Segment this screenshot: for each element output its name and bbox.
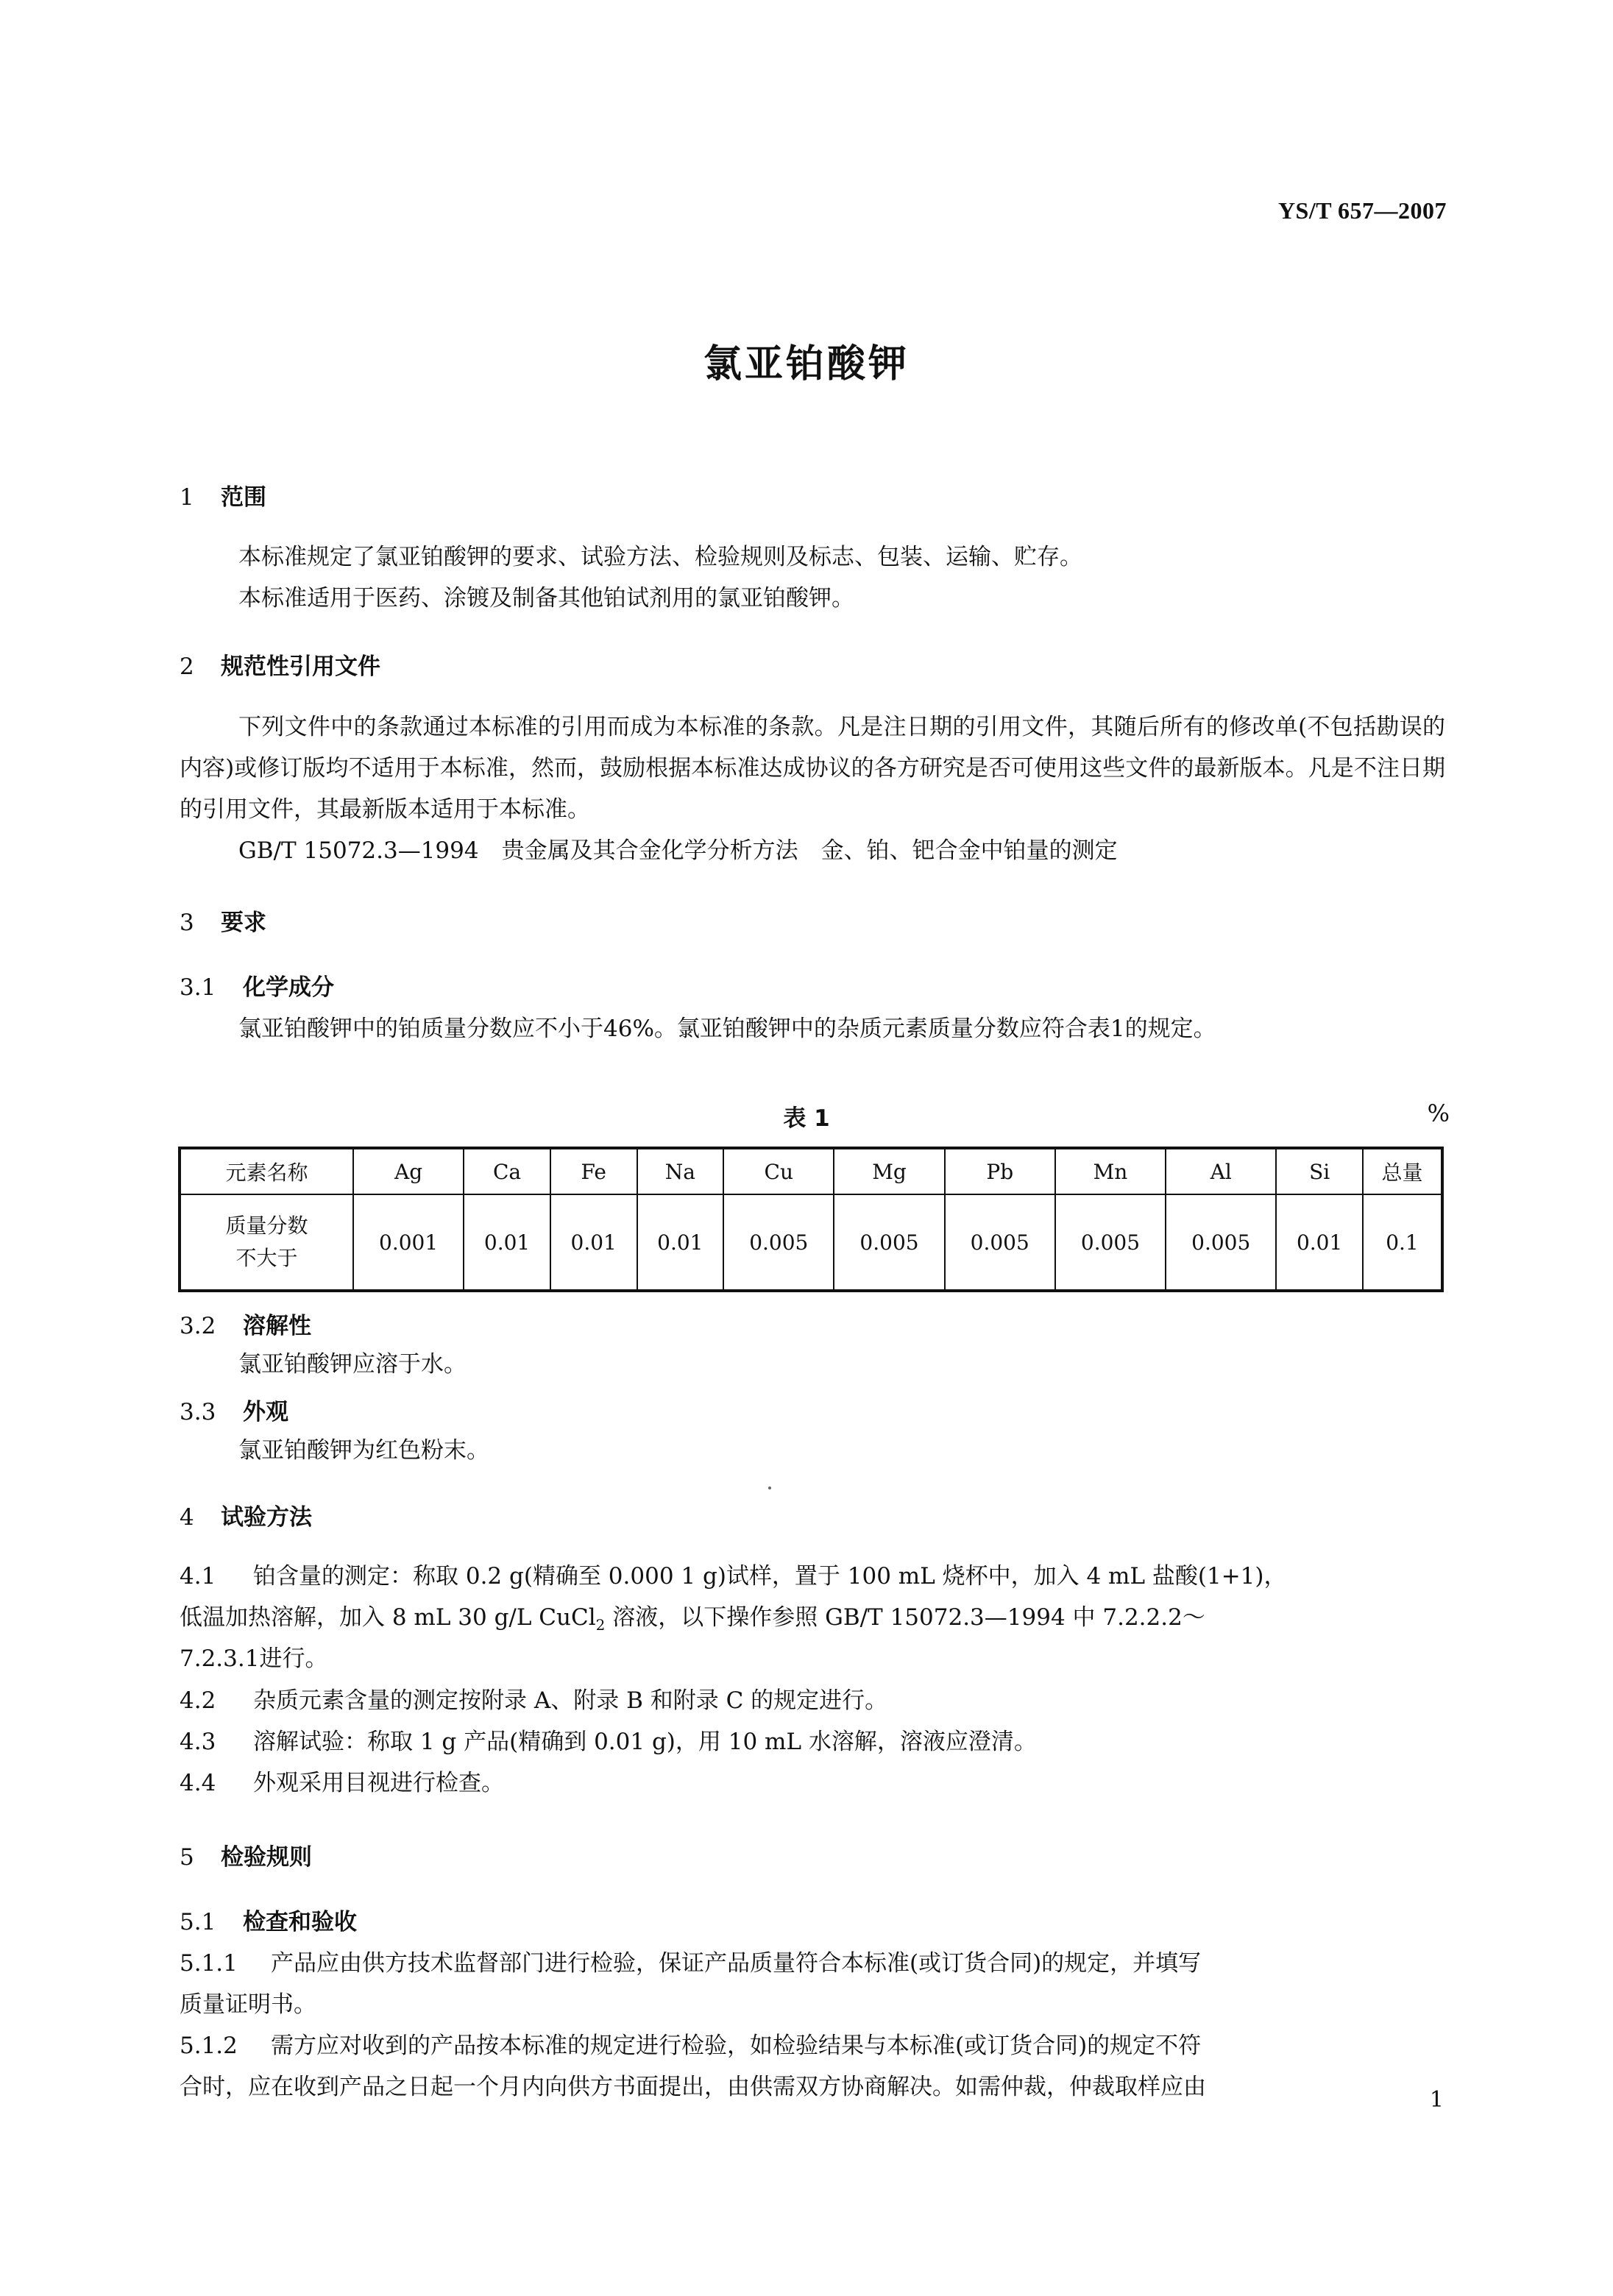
- section-1-paragraph-1: 本标准规定了氯亚铂酸钾的要求、试验方法、检验规则及标志、包装、运输、贮存。: [238, 544, 1082, 570]
- element-cell: Si: [1276, 1148, 1363, 1194]
- item-5-1-2-line-1: [180, 2027, 1201, 2060]
- element-cell: Pb: [945, 1148, 1055, 1194]
- section-number: 5: [180, 1844, 194, 1871]
- subsection-3-1-heading: [180, 968, 334, 1002]
- item-number: 5.1.1: [180, 1950, 238, 1977]
- item-number: 4.2: [180, 1687, 216, 1714]
- element-cell: Na: [637, 1148, 724, 1194]
- section-2-paragraph: 下列文件中的条款通过本标准的引用而成为本标准的条款。凡是注日期的引用文件，其随后所有的修改单(不包括勘误的内容)或修订版均不适用于本标准，然而，鼓励根据本标准达成协议的各方研究是否可使用这些文件的最新版本。凡是不注日期的引用文件，其最新版本适用于本标准。: [180, 714, 1445, 823]
- item-number: 4.1: [180, 1563, 216, 1590]
- subsection-number: 3.2: [180, 1313, 216, 1339]
- section-number: 1: [180, 484, 194, 511]
- subsection-number: 3.1: [180, 974, 216, 1001]
- element-cell: Ca: [464, 1148, 550, 1194]
- row-label-element-name: 元素名称: [180, 1148, 353, 1194]
- item-4-4: [180, 1764, 504, 1797]
- section-1-paragraph-2: 本标准适用于医药、涂镀及制备其他铂试剂用的氯亚铂酸钾。: [238, 585, 854, 612]
- value-cell: 0.01: [637, 1194, 724, 1291]
- item-4-3: [180, 1723, 1037, 1756]
- impurity-table: [178, 1147, 1444, 1292]
- section-title: 检验规则: [221, 1844, 312, 1871]
- row-label-mass-fraction: [180, 1194, 353, 1291]
- subsection-5-1-heading: [180, 1903, 357, 1936]
- section-number: 2: [180, 653, 194, 680]
- element-cell: Mn: [1055, 1148, 1166, 1194]
- table-unit: %: [1427, 1099, 1450, 1127]
- normative-reference: GB/T 15072.3—1994 贵金属及其合金化学分析方法 金、铂、钯合金中铂量的测定: [238, 837, 1118, 864]
- item-4-2: [180, 1682, 887, 1715]
- row-label-line-2: 不大于: [235, 1246, 298, 1270]
- subsection-3-2-heading: [180, 1307, 311, 1340]
- document-title: 氯亚铂酸钾: [703, 342, 910, 386]
- subsection-3-1-paragraph: 氯亚铂酸钾中的铂质量分数应不小于46%。氯亚铂酸钾中的杂质元素质量分数应符合表1的规定。: [238, 1016, 1216, 1042]
- item-number: 4.4: [180, 1770, 216, 1796]
- item-text: 铂含量的测定：称取 0.2 g(精确至 0.000 1 g)试样，置于 100 mL 烧杯中，加入 4 mL 盐酸(1+1)，: [253, 1563, 1287, 1590]
- subsection-title: 外观: [243, 1399, 288, 1425]
- table-header-row: [180, 1148, 1442, 1194]
- table-value-row: [180, 1194, 1442, 1291]
- item-text-a: 低温加热溶解，加入 8 mL 30 g/L CuCl: [180, 1604, 596, 1631]
- item-5-1-1-line-2: 质量证明书。: [180, 1991, 316, 2018]
- row-label-line-1: 质量分数: [225, 1213, 308, 1238]
- section-3-heading: [180, 904, 266, 937]
- subsection-number: 5.1: [180, 1909, 216, 1935]
- scan-speck: [768, 1487, 771, 1489]
- item-4-1-line-2: [180, 1598, 1205, 1634]
- element-cell: Cu: [723, 1148, 834, 1194]
- value-cell: 0.01: [550, 1194, 637, 1291]
- section-4-heading: [180, 1498, 312, 1531]
- table-title: 表 1: [783, 1105, 830, 1132]
- section-title: 规范性引用文件: [221, 653, 380, 680]
- section-2-heading: [180, 648, 380, 681]
- value-cell: 0.1: [1363, 1194, 1442, 1291]
- standard-code: YS/T 657—2007: [1277, 197, 1447, 224]
- section-1-heading: [180, 478, 266, 511]
- item-5-1-2-line-2: 合时，应在收到产品之日起一个月内向供方书面提出，由供需双方协商解决。如需仲裁，仲裁取样应由: [180, 2074, 1206, 2100]
- item-text-b: 溶液，以下操作参照 GB/T 15072.3—1994 中 7.2.2.2～: [605, 1604, 1205, 1631]
- value-cell: 0.01: [464, 1194, 550, 1291]
- value-cell: 0.005: [834, 1194, 944, 1291]
- subsection-3-3-heading: [180, 1393, 288, 1426]
- item-4-1-line-1: [180, 1557, 1287, 1590]
- section-number: 3: [180, 910, 194, 936]
- page-number: 1: [1429, 2087, 1444, 2113]
- subscript: 2: [595, 1616, 606, 1634]
- item-text: 溶解试验：称取 1 g 产品(精确到 0.01 g)，用 10 mL 水溶解，溶液应澄清。: [253, 1729, 1037, 1755]
- section-title: 范围: [221, 484, 266, 511]
- value-cell: 0.005: [945, 1194, 1055, 1291]
- section-number: 4: [180, 1504, 194, 1531]
- item-number: 4.3: [180, 1729, 216, 1755]
- item-number: 5.1.2: [180, 2033, 238, 2059]
- item-5-1-1-line-1: [180, 1944, 1201, 1977]
- section-title: 试验方法: [221, 1504, 312, 1531]
- value-cell: 0.001: [353, 1194, 464, 1291]
- subsection-3-3-paragraph: 氯亚铂酸钾为红色粉末。: [238, 1437, 489, 1464]
- element-cell: Fe: [550, 1148, 637, 1194]
- value-cell: 0.005: [1166, 1194, 1276, 1291]
- subsection-title: 检查和验收: [243, 1909, 357, 1935]
- subsection-3-2-paragraph: 氯亚铂酸钾应溶于水。: [238, 1351, 467, 1378]
- element-cell: Al: [1166, 1148, 1276, 1194]
- subsection-title: 溶解性: [243, 1313, 311, 1339]
- element-cell: Ag: [353, 1148, 464, 1194]
- item-text: 需方应对收到的产品按本标准的规定进行检验，如检验结果与本标准(或订货合同)的规定不符: [271, 2033, 1202, 2059]
- item-text: 杂质元素含量的测定按附录 A、附录 B 和附录 C 的规定进行。: [253, 1687, 888, 1714]
- value-cell: 0.01: [1276, 1194, 1363, 1291]
- subsection-title: 化学成分: [243, 974, 334, 1001]
- item-4-1-line-3: 7.2.3.1进行。: [180, 1645, 328, 1672]
- section-title: 要求: [221, 910, 266, 936]
- element-cell: Mg: [834, 1148, 944, 1194]
- section-5-heading: [180, 1838, 312, 1871]
- subsection-number: 3.3: [180, 1399, 216, 1425]
- value-cell: 0.005: [1055, 1194, 1166, 1291]
- value-cell: 0.005: [723, 1194, 834, 1291]
- item-text: 外观采用目视进行检查。: [253, 1770, 504, 1796]
- item-text: 产品应由供方技术监督部门进行检验，保证产品质量符合本标准(或订货合同)的规定，并填写: [271, 1950, 1202, 1977]
- element-cell-total: 总量: [1363, 1148, 1442, 1194]
